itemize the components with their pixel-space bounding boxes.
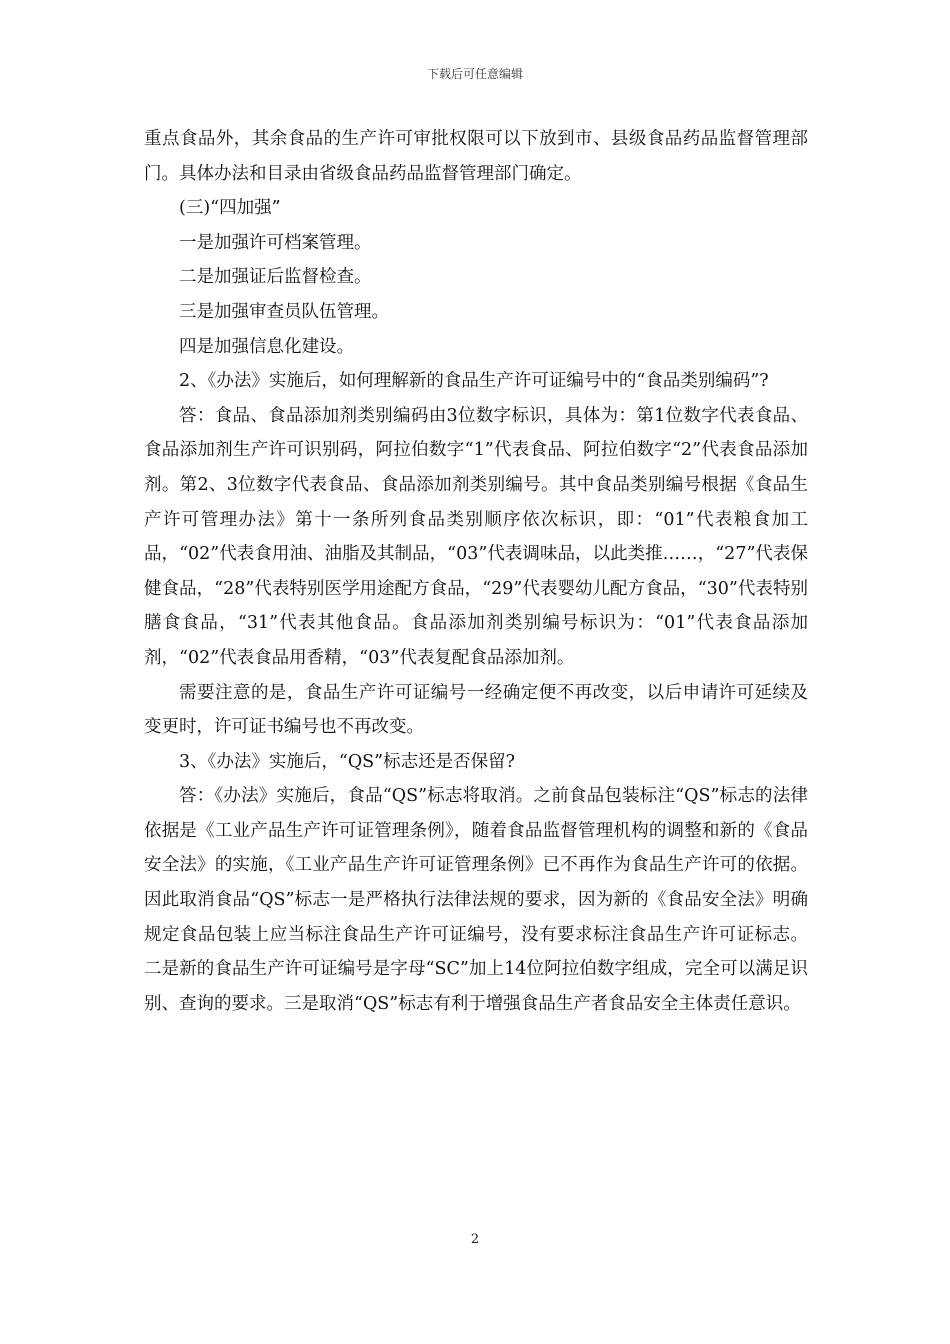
question-2: 2、《办法》实施后，如何理解新的食品生产许可证编号中的“食品类别编码”? [179,371,769,392]
question-3: 3、《办法》实施后，“QS”标志还是否保留? [179,751,515,772]
document-body [144,122,808,1021]
page-number: 2 [470,1232,480,1247]
answer-3: 答：《办法》实施后，食品“QS”标志将取消。之前食品包装标注“QS”标志的法律依据是《工业产品生产许可证管理条例》，随着食品监督管理机构的调整和新的《食品安全法》的实施，《工业产品生产许可证管理条例》已不再作为食品生产许可的依据。因此取消食品“QS”标志一是严格执行法律法规的要求，因为新的《食品安全法》明确规定食品包装上应当标注食品生产许可证编号，没有要求标注食品生产许可证标志。二是新的食品生产许可证编号是字母“SC”加上14位阿拉伯数字组成，完全可以满足识别、查询的要求。三是取消“QS”标志有利于增强食品生产者食品安全主体责任意识。 [144,786,808,1014]
page-header: 下载后可任意编辑 [426,67,523,81]
answer-2: 答：食品、食品添加剂类别编码由3位数字标识，具体为：第1位数字代表食品、食品添加剂生产许可识别码，阿拉伯数字“1”代表食品、阿拉伯数字“2”代表食品添加剂。第2、3位数字代表食品、食品添加剂类别编号。其中食品类别编号根据《食品生产许可管理办法》第十一条所列食品类别顺序依次标识，即：“01”代表粮食加工品，“02”代表食用油、油脂及其制品，“03”代表调味品，以此类推……，“27”代表保健食品，“28”代表特别医学用途配方食品，“29”代表婴幼儿配方食品，“30”代表特别膳食食品，“31”代表其他食品。食品添加剂类别编号标识为：“01”代表食品添加剂，“02”代表食品用香精，“03”代表复配食品添加剂。 [144,405,808,668]
paragraph-continuation: 重点食品外，其余食品的生产许可审批权限可以下放到市、县级食品药品监督管理部门。具体办法和目录由省级食品药品监督管理部门确定。 [144,129,808,184]
list-item-informatization: 四是加强信息化建设。 [179,336,354,357]
list-item-reviewer-management: 三是加强审查员队伍管理。 [179,301,389,322]
note-paragraph: 需要注意的是，食品生产许可证编号一经确定便不再改变，以后申请许可延续及变更时，许可证书编号也不再改变。 [144,682,808,738]
section-heading-four-strengthen: (三)“四加强” [179,198,281,219]
list-item-post-license-supervision: 二是加强证后监督检查。 [179,267,372,288]
list-item-archive-management: 一是加强许可档案管理。 [179,232,372,253]
